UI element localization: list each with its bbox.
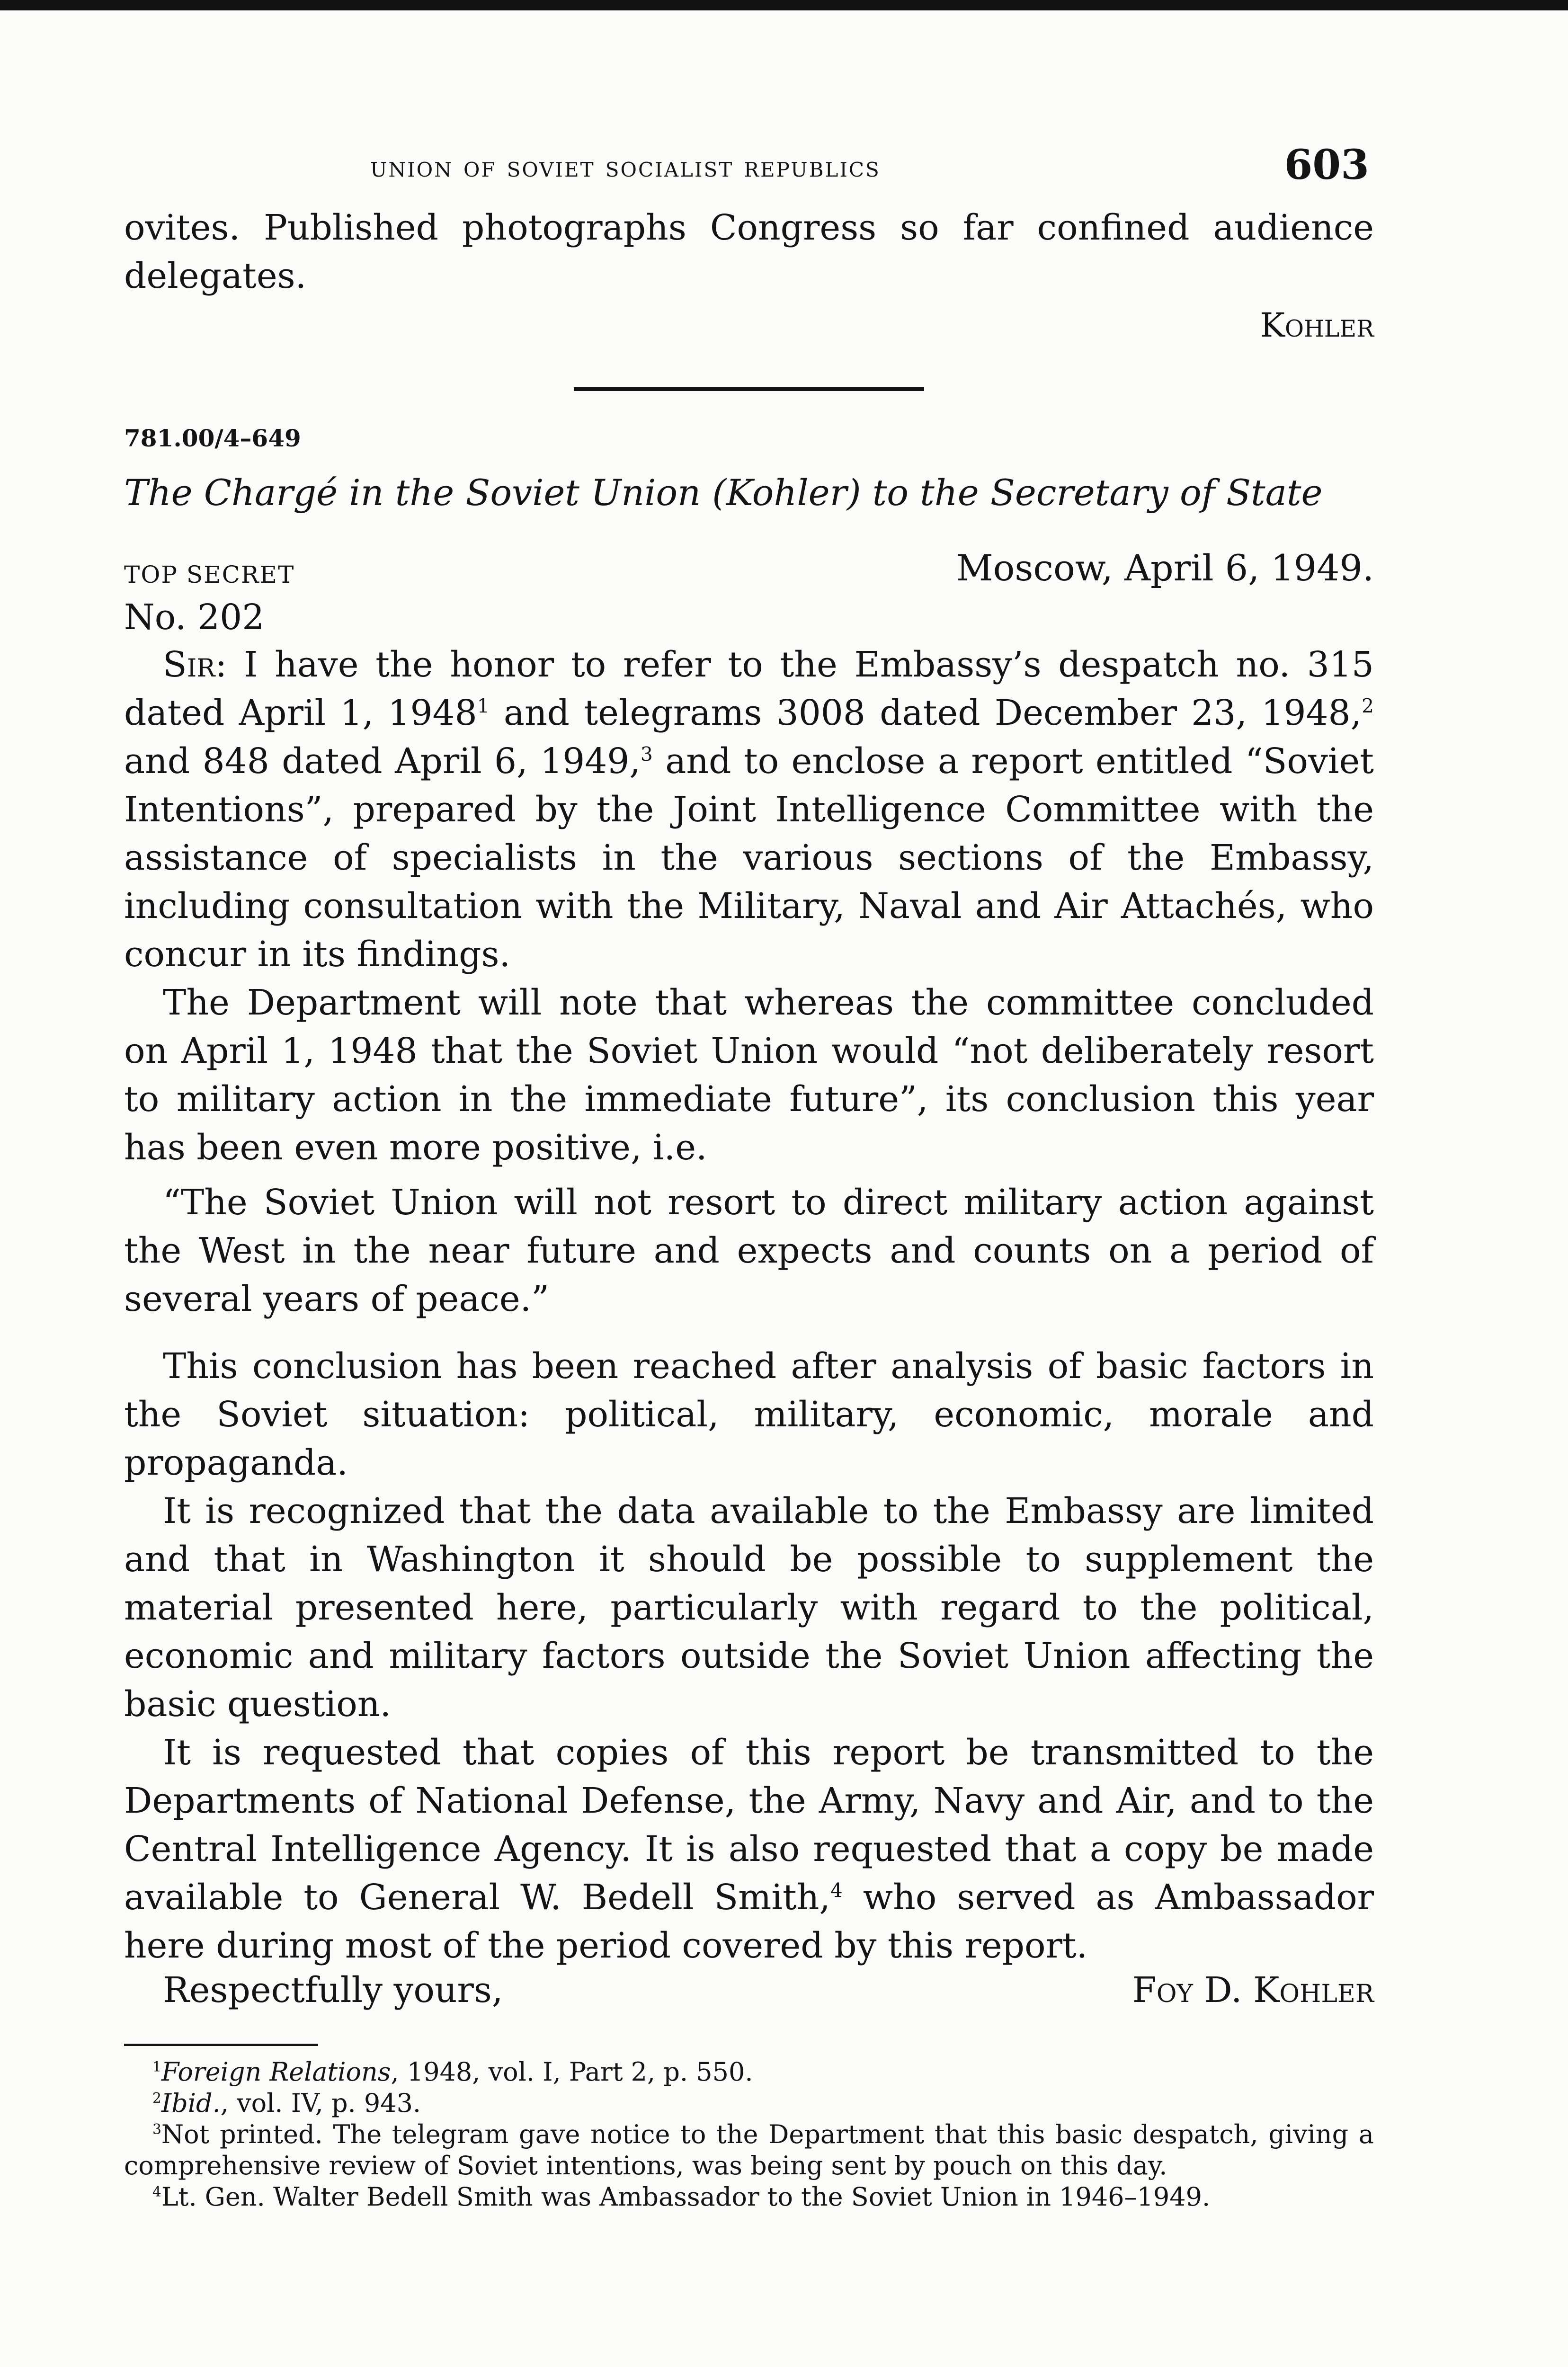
footnote-text: Lt. Gen. Walter Bedell Smith was Ambassador to the Soviet Union in 1946–1949. <box>161 2182 1211 2212</box>
footnote-ref-4: 4 <box>830 1879 843 1902</box>
footnote-marker: 2 <box>152 2090 161 2107</box>
paragraph-1-part-c: and 848 dated April 6, 1949, <box>124 741 641 782</box>
footnote-marker: 3 <box>152 2121 161 2138</box>
top-border <box>0 0 1568 10</box>
footnote-marker: 4 <box>152 2184 161 2200</box>
despatch-number: No. 202 <box>124 597 265 638</box>
document-title: The Chargé in the Soviet Union (Kohler) to the Secretary of State <box>124 472 1323 514</box>
previous-document-text: ovites. Published photographs Congress so far confined audience delegates. <box>124 207 1374 296</box>
paragraph-1-part-a: : I have the honor to refer to the Embassy’s despatch no. 315 dated April 1, 1948 <box>124 644 1374 733</box>
footnote-text: Not printed. The telegram gave notice to the Department that this basic despatch, giving a comprehensive review of Soviet intentions, was being sent by pouch on this day. <box>124 2119 1374 2180</box>
footnote <box>124 2181 1374 2213</box>
classification: TOP SECRET <box>124 561 295 588</box>
footnote-ref-2: 2 <box>1362 694 1374 718</box>
paragraph-2: The Department will note that whereas the committee concluded on April 1, 1948 that the Soviet Union would “not deliberately resort to military action in the immediate future”, its conclusion this year has been even more positive, i.e. <box>124 982 1374 1168</box>
document-meta <box>124 547 1374 594</box>
page-number: 603 <box>1284 141 1369 189</box>
footnote-marker: 1 <box>152 2059 161 2075</box>
paragraph-1-part-b: and telegrams 3008 dated December 23, 1948, <box>489 693 1362 733</box>
dateline: Moscow, April 6, 1949. <box>956 547 1374 589</box>
closing-row <box>124 1970 1374 2017</box>
footnote-text: , vol. IV, p. 943. <box>220 2088 421 2118</box>
running-head: union of soviet socialist republics <box>370 151 881 184</box>
salutation: Sir <box>163 644 215 685</box>
page-header <box>124 133 1374 204</box>
paragraph-3: This conclusion has been reached after analysis of basic factors in the Soviet situation: political, military, economic, morale and propaganda. <box>124 1346 1374 1483</box>
footnotes <box>124 2056 1374 2213</box>
paragraph-5-part-b: who served as Ambassador here during most of the period covered by this report. <box>124 1877 1374 1966</box>
signature: Foy D. Kohler <box>1132 1970 1374 2011</box>
file-number: 781.00/4–649 <box>124 424 301 452</box>
paragraph-1-part-d: and to enclose a report entitled “Soviet Intentions”, prepared by the Joint Intelligence Committee with the assistance of specialists in the various sections of the Embassy, including consultation with the Military, Naval and Air Attachés, who concur in its findings. <box>124 741 1374 975</box>
page <box>124 133 1374 2213</box>
footnote-ref-1: 1 <box>477 694 490 718</box>
paragraph-4: It is recognized that the data available to the Embassy are limited and that in Washington it should be possible to supplement the material presented here, particularly with regard to the political, economic and military factors outside the Soviet Union affecting the basic question. <box>124 1491 1374 1725</box>
paragraph-5 <box>124 1728 1374 1970</box>
paragraph-1 <box>124 641 1374 979</box>
footnote <box>124 2119 1374 2181</box>
paragraph-5-part-a: It is requested that copies of this report be transmitted to the Departments of National Defense, the Army, Navy and Air, and to the Central Intelligence Agency. It is also requested that a copy be made available to General W. Bedell Smith, <box>124 1732 1374 1918</box>
previous-signature: Kohler <box>1260 306 1374 345</box>
section-divider <box>574 387 924 391</box>
footnote-text: , 1948, vol. I, Part 2, p. 550. <box>391 2057 753 2087</box>
footnote-rule <box>124 2044 318 2046</box>
quotation: “The Soviet Union will not resort to direct military action against the West in the near future and expects and counts on a period of several years of peace.” <box>124 1182 1374 1319</box>
closing: Respectfully yours, <box>163 1970 503 2011</box>
footnote-ref-3: 3 <box>640 743 653 766</box>
footnote-source: Foreign Relations <box>161 2057 391 2087</box>
footnote-source: Ibid. <box>161 2088 221 2118</box>
footnote <box>124 2056 1374 2088</box>
footnote <box>124 2088 1374 2119</box>
